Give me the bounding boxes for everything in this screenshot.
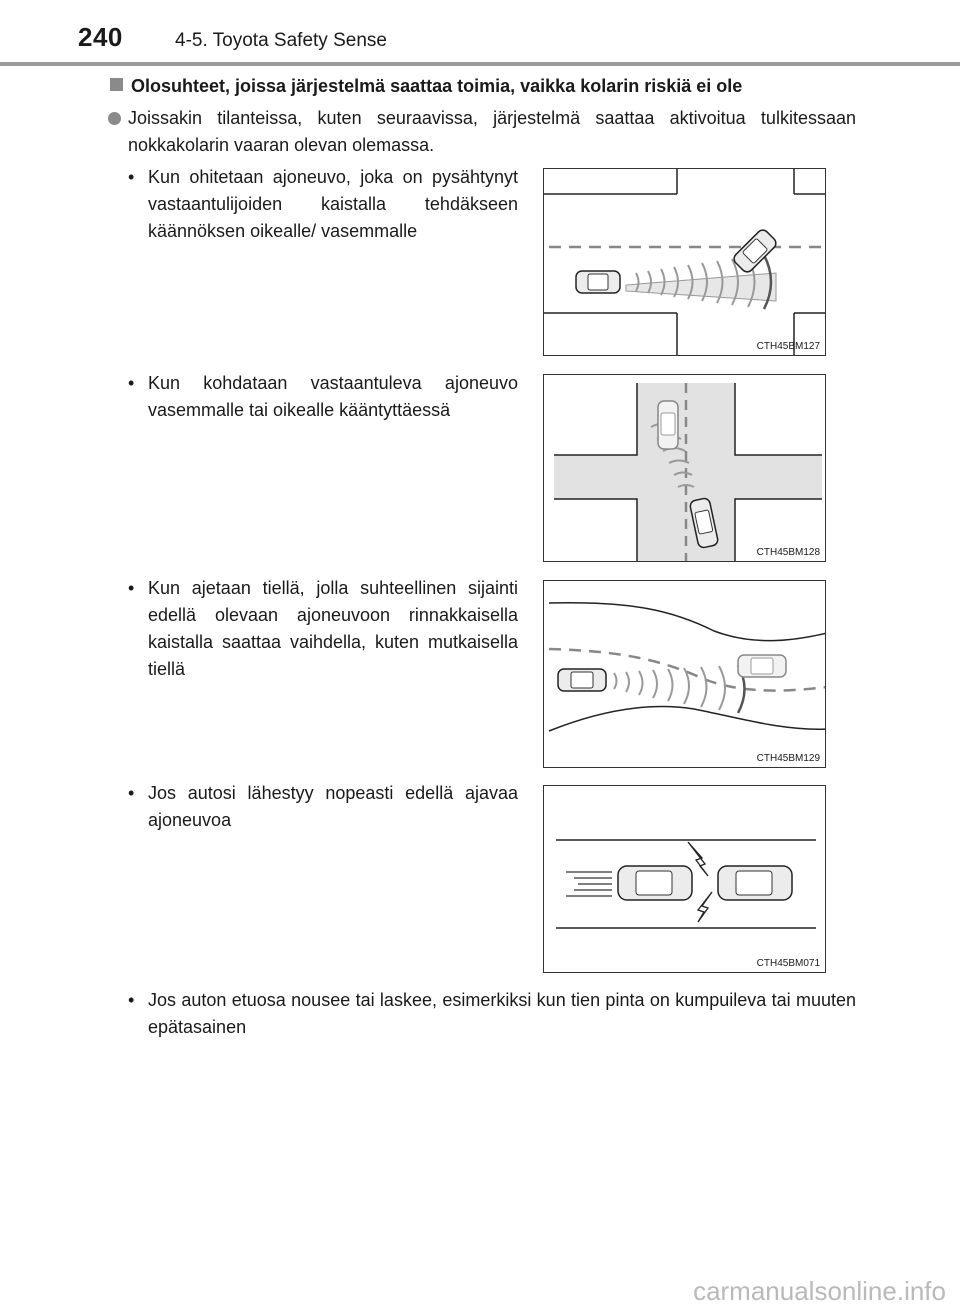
figure-curvy-road <box>543 580 826 768</box>
watermark: carmanualsonline.info <box>693 1276 946 1306</box>
figure-oncoming-turn <box>543 374 826 562</box>
bullet-icon: • <box>128 990 135 1010</box>
bullet-icon: • <box>128 167 135 187</box>
section-heading-text: Olosuhteet, joissa järjestelmä saattaa toimia, vaikka kolarin riskiä ei ole <box>131 76 743 96</box>
list-item <box>128 575 518 683</box>
figure-code: CTH45BM127 <box>756 341 820 352</box>
intro-paragraph <box>128 105 856 159</box>
circle-bullet-icon <box>108 112 121 125</box>
figure-code: CTH45BM129 <box>756 753 820 764</box>
list-item <box>128 780 518 834</box>
figure-code: CTH45BM128 <box>756 547 820 558</box>
figure-code: CTH45BM071 <box>756 958 820 969</box>
figure-overtaking <box>543 168 826 356</box>
list-item-text: Kun kohdataan vastaantuleva ajoneuvo vasemmalle tai oikealle kääntyttäessä <box>148 373 518 420</box>
bullet-icon: • <box>128 578 135 598</box>
list-item <box>128 987 856 1041</box>
header-rule <box>0 62 960 66</box>
chapter-title: 4-5. Toyota Safety Sense <box>175 30 387 51</box>
list-item <box>128 370 518 424</box>
section-heading <box>110 76 742 97</box>
list-item-text: Jos auton etuosa nousee tai laskee, esimerkiksi kun tien pinta on kumpuileva tai muuten epätasainen <box>148 990 856 1037</box>
figure-rapid-approach <box>543 785 826 973</box>
intro-text: Joissakin tilanteissa, kuten seuraavissa, järjestelmä saattaa aktivoitua tulkitessaan nokkakolarin vaaran olevan olemassa. <box>128 108 856 155</box>
bullet-icon: • <box>128 783 135 803</box>
page-number: 240 <box>78 22 123 52</box>
list-item-text: Kun ajetaan tiellä, jolla suhteellinen sijainti edellä olevaan ajoneuvoon rinnakkaisella kaistalla saattaa vaihdella, kuten mutkaisella tiellä <box>148 578 518 679</box>
list-item-text: Jos autosi lähestyy nopeasti edellä ajavaa ajoneuvoa <box>148 783 518 830</box>
list-item <box>128 164 518 245</box>
list-item-text: Kun ohitetaan ajoneuvo, joka on pysähtynyt vastaantulijoiden kaistalla tehdäkseen käännöksen oikealle/ vasemmalle <box>148 167 518 241</box>
square-bullet-icon <box>110 78 123 91</box>
bullet-icon: • <box>128 373 135 393</box>
